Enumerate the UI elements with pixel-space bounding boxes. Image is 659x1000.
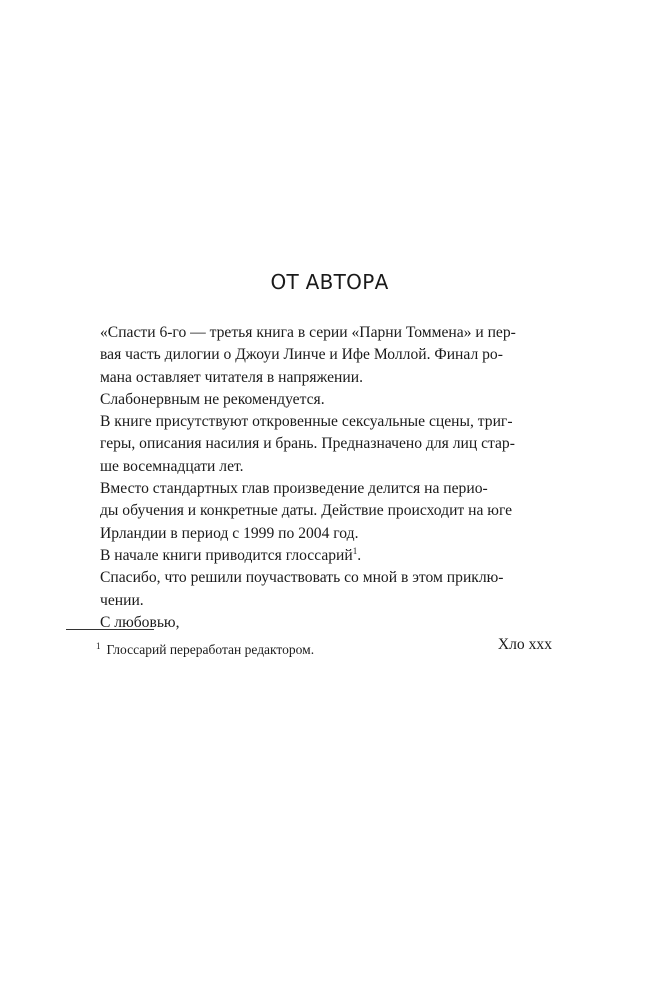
paragraph-thanks [82,567,552,612]
paragraph-structure [82,478,552,545]
paragraph-glossary [82,545,552,567]
footnote [96,637,314,659]
author-note-body [82,322,552,656]
text-line: вая часть дилогии о Джоуи Линче и Ифе Моллой. Финал ро- [100,346,503,364]
glossary-period: . [357,546,362,564]
footnote-text: Глоссарий переработан редактором. [106,642,315,657]
signature: Хло ххх [497,636,552,654]
paragraph-content-notice [82,411,552,478]
paragraph-closing [82,612,552,634]
text-line: ше восемнадцати лет. [100,457,244,475]
page-title: ОТ АВТОРА [270,270,389,294]
text-line: «Спасти 6-го — третья книга в серии «Парни Томмена» и пер- [100,324,516,341]
footnote-reference[interactable]: 1 [352,545,358,556]
text-line: С любовью, [100,613,180,631]
text-line: геры, описания насилия и брань. Предназначено для лиц стар- [100,435,515,453]
text-line: Ирландии в период с 1999 по 2004 год. [100,524,359,542]
text-line: мана оставляет читателя в напряжении. [100,368,363,386]
text-line: В книге присутствуют откровенные сексуальные сцены, триг- [100,413,513,431]
text-line [82,545,552,567]
footnote-number: 1 [96,641,101,651]
text-line: чении. [100,591,144,609]
text-line: Вместо стандартных глав произведение делится на перио- [100,480,488,498]
paragraph-series-intro [82,322,552,389]
text-line: ды обучения и конкретные даты. Действие происходит на юге [100,502,513,520]
glossary-sentence: В начале книги приводится глоссарий [100,546,353,564]
text-line: Спасибо, что решили поучаствовать со мной в этом приклю- [100,569,504,587]
footnote-divider [66,629,154,630]
paragraph-warning [82,389,552,411]
text-line: Слабонервным не рекомендуется. [100,390,325,408]
